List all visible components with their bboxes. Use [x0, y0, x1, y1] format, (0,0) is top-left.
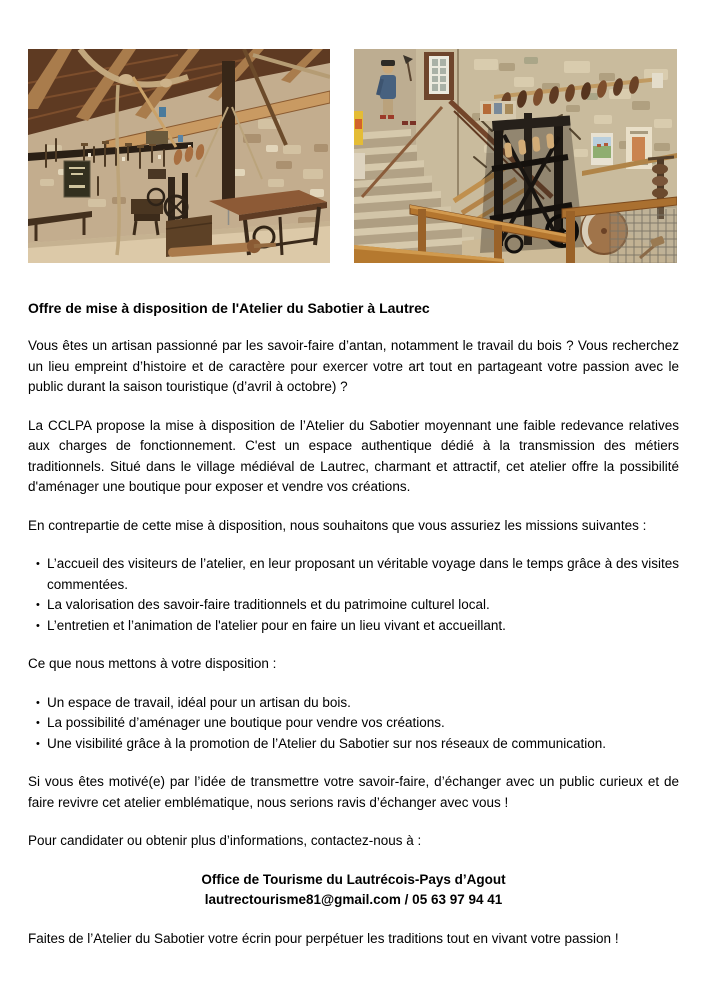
contact-intro-paragraph: Pour candidater ou obtenir plus d’informations, contactez-nous à : — [28, 833, 422, 848]
mission-item: • La valorisation des savoir-faire traditionnels et du patrimoine culturel local. — [47, 595, 679, 616]
contact-name: Office de Tourisme du Lautrécois-Pays d’Agout — [201, 871, 506, 887]
mission-item: • L’accueil des visiteurs de l’atelier, en leur proposant un véritable voyage dans le temps grâce à des visites commentées. — [47, 554, 679, 595]
photo-workshop-tools — [28, 49, 330, 263]
photo-museum-staircase — [354, 49, 677, 263]
intro-paragraph: Vous êtes un artisan passionné par les savoir-faire d’antan, notamment le travail du bois ? Vous recherchez un lieu empreint d’histoire et de caractère pour exercer votre art tout en partageant votre passion avec le public durant la saison touristique (d’avril à octobre) ? — [28, 338, 679, 394]
contact-details: lautrectourisme81@gmail.com / 05 63 97 94 41 — [204, 892, 503, 907]
offer-item: • Une visibilité grâce à la promotion de l’Atelier du Sabotier sur nos réseaux de communication. — [47, 734, 679, 755]
offer-item: • La possibilité d’aménager une boutique pour vendre vos créations. — [47, 713, 679, 734]
offer-item: • Un espace de travail, idéal pour un artisan du bois. — [47, 693, 679, 714]
motivation-paragraph: Si vous êtes motivé(e) par l’idée de transmettre votre savoir-faire, d’échanger avec un public curieux et de faire revivre cet atelier emblématique, nous serions ravis d’échanger avec vous ! — [28, 774, 679, 810]
contact-block — [28, 870, 679, 911]
offers-list — [28, 693, 679, 755]
mission-item: • L’entretien et l’animation de l'atelier pour en faire un lieu vivant et accueillant. — [47, 616, 679, 637]
offer-description-paragraph: La CCLPA propose la mise à disposition de l’Atelier du Sabotier moyennant une faible redevance relatives aux charges de fonctionnement. C'est un espace authentique dédié à la transmission des métiers traditionnels. Situé dans le village médiéval de Lautrec, charmant et attractif, cet atelier offre la possibilité d'aménager une boutique pour exposer et vendre vos créations. — [28, 417, 679, 494]
photos-row — [28, 49, 679, 263]
document-title: Offre de mise à disposition de l'Atelier du Sabotier à Lautrec — [28, 300, 430, 316]
missions-list — [28, 554, 679, 636]
closing-paragraph: Faites de l’Atelier du Sabotier votre écrin pour perpétuer les traditions tout en vivant votre passion ! — [28, 930, 619, 946]
missions-intro-paragraph: En contrepartie de cette mise à disposition, nous souhaitons que vous assuriez les missions suivantes : — [28, 517, 647, 533]
offers-intro-paragraph: Ce que nous mettons à votre disposition : — [28, 656, 277, 671]
